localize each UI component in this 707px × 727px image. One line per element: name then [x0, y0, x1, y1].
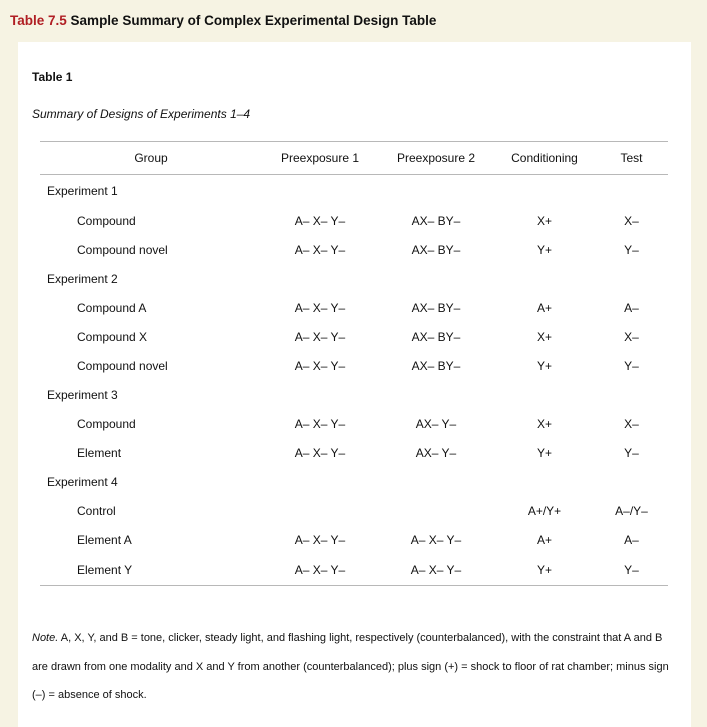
experiment-heading-row	[40, 175, 668, 207]
test-cell: Y–	[624, 242, 639, 257]
conditioning-cell: X+	[536, 416, 552, 431]
experiment-heading-row	[40, 264, 668, 293]
header-group: Group	[40, 142, 262, 175]
preexposure-2-cell: AX– BY–	[411, 242, 461, 257]
header-test: Test	[595, 142, 668, 175]
experiment-heading: Experiment 4	[47, 474, 118, 489]
preexposure-1-cell	[262, 496, 378, 525]
preexposure-1-cell: A– X– Y–	[294, 445, 346, 460]
preexposure-1-cell: A– X– Y–	[294, 213, 346, 228]
preexposure-1-cell: A– X– Y–	[262, 554, 378, 586]
header-conditioning: Conditioning	[494, 142, 595, 175]
preexposure-2-cell: A– X– Y–	[410, 532, 462, 547]
table-row	[40, 554, 668, 586]
experiment-heading: Experiment 2	[47, 271, 118, 286]
test-cell: Y–	[595, 554, 668, 586]
table-row	[40, 438, 668, 467]
table-row	[40, 235, 668, 264]
preexposure-2-cell: AX– BY–	[411, 358, 461, 373]
group-cell: Compound A	[77, 300, 147, 315]
figure-caption	[10, 13, 436, 28]
test-cell: X–	[624, 416, 639, 431]
preexposure-2-cell: AX– Y–	[415, 445, 457, 460]
preexposure-2-cell: A– X– Y–	[378, 554, 494, 586]
preexposure-2-cell: AX– BY–	[411, 329, 461, 344]
group-cell: Compound novel	[77, 242, 168, 257]
conditioning-cell: Y+	[536, 445, 552, 460]
group-cell: Element A	[77, 532, 132, 547]
test-cell: Y–	[624, 445, 639, 460]
group-cell: Compound novel	[77, 358, 168, 373]
experiment-heading: Experiment 1	[47, 183, 118, 198]
table-row	[40, 293, 668, 322]
experiment-heading: Experiment 3	[47, 387, 118, 402]
header-preexposure-1: Preexposure 1	[262, 142, 378, 175]
preexposure-2-cell: AX– BY–	[411, 300, 461, 315]
table-row	[40, 206, 668, 235]
conditioning-cell: Y+	[494, 554, 595, 586]
header-row	[40, 142, 668, 175]
preexposure-1-cell: A– X– Y–	[294, 300, 346, 315]
table-note	[32, 624, 680, 710]
group-cell: Element Y	[40, 554, 262, 586]
preexposure-2-cell: AX– Y–	[415, 416, 457, 431]
design-table	[40, 141, 668, 586]
test-cell: A–/Y–	[615, 503, 648, 518]
preexposure-1-cell: A– X– Y–	[294, 532, 346, 547]
experiment-heading-row	[40, 467, 668, 496]
group-cell: Compound X	[77, 329, 148, 344]
conditioning-cell: A+	[536, 300, 552, 315]
preexposure-2-cell: AX– BY–	[411, 213, 461, 228]
experiment-heading-row	[40, 380, 668, 409]
preexposure-1-cell: A– X– Y–	[294, 416, 346, 431]
group-cell: Compound	[77, 213, 136, 228]
table-body	[40, 175, 668, 586]
preexposure-2-cell	[378, 496, 494, 525]
table-row	[40, 496, 668, 525]
preexposure-1-cell: A– X– Y–	[294, 242, 346, 257]
conditioning-cell: A+	[536, 532, 552, 547]
group-cell: Element	[77, 445, 122, 460]
conditioning-cell: X+	[536, 329, 552, 344]
test-cell: Y–	[624, 358, 639, 373]
header-preexposure-2: Preexposure 2	[378, 142, 494, 175]
table-row	[40, 525, 668, 554]
table-panel	[18, 42, 691, 727]
test-cell: A–	[624, 532, 639, 547]
conditioning-cell: Y+	[536, 242, 552, 257]
group-cell: Compound	[77, 416, 136, 431]
conditioning-cell: A+/Y+	[527, 503, 562, 518]
preexposure-1-cell: A– X– Y–	[294, 358, 346, 373]
group-cell: Control	[77, 503, 116, 518]
note-label: Note.	[32, 632, 59, 644]
conditioning-cell: X+	[536, 213, 552, 228]
table-row	[40, 351, 668, 380]
test-cell: X–	[624, 213, 639, 228]
note-text: A, X, Y, and B = tone, clicker, steady light, and flashing light, respectively (counterbalanced), with the constraint that A and B are drawn from one modality and X and Y from another (counterbalanced); plus sign (+) = shock to floor of rat chamber; minus sign (–) = absence of shock.	[32, 632, 669, 701]
test-cell: A–	[624, 300, 639, 315]
conditioning-cell: Y+	[536, 358, 552, 373]
preexposure-1-cell: A– X– Y–	[294, 329, 346, 344]
test-cell: X–	[624, 329, 639, 344]
caption-text: Sample Summary of Complex Experimental Design Table	[70, 13, 437, 28]
caption-number: Table 7.5	[10, 13, 67, 28]
table-row	[40, 409, 668, 438]
table-row	[40, 322, 668, 351]
table-title: Summary of Designs of Experiments 1–4	[32, 107, 251, 121]
table-label: Table 1	[32, 70, 73, 84]
